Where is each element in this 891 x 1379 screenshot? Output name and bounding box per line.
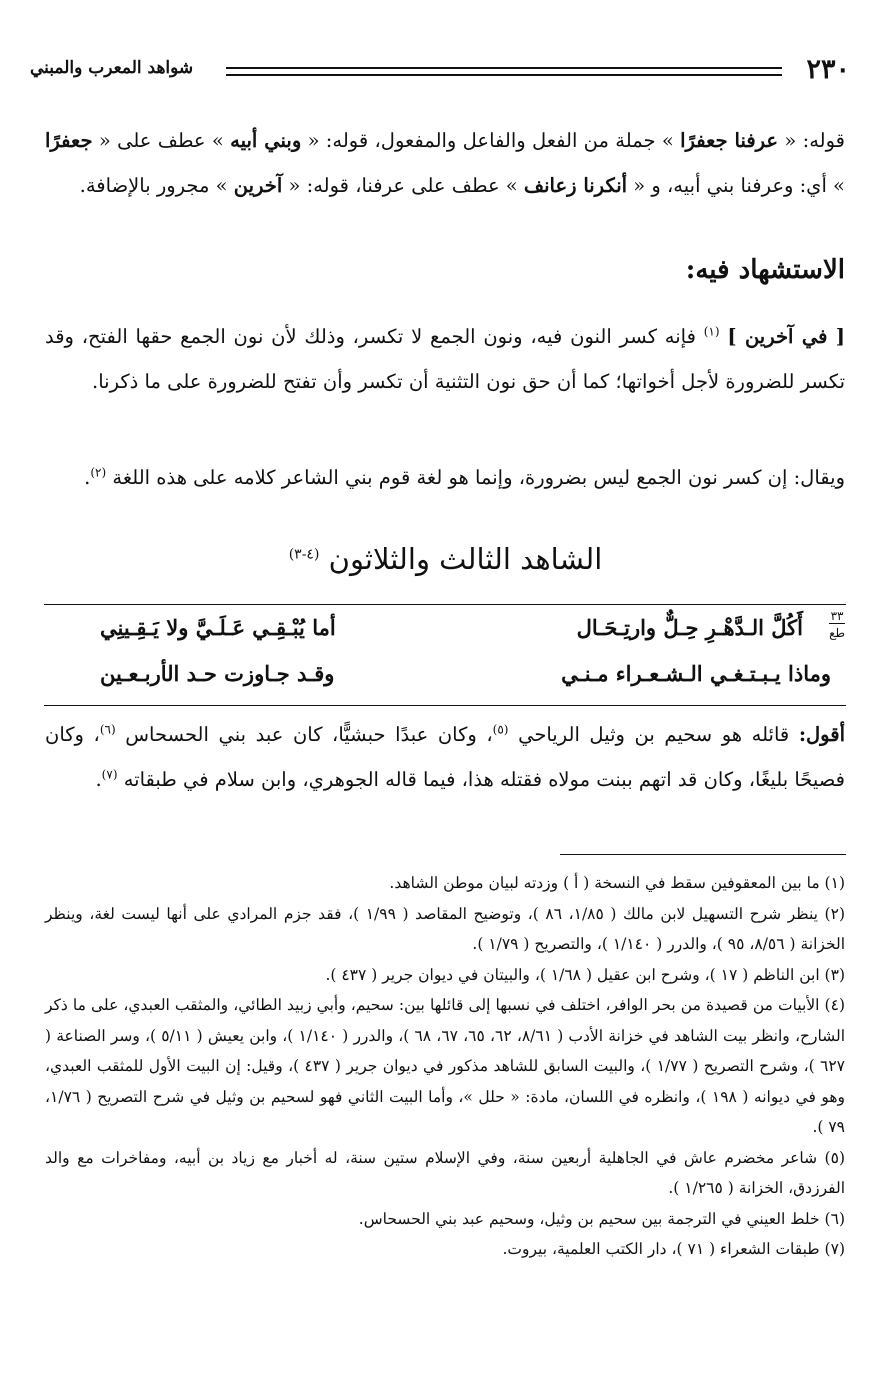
verse2-second-hemistich: وقـد جـاوزت حـد الأربـعـين: [100, 661, 335, 686]
footnote-2: (٢) ينظر شرح التسهيل لابن مالك ( ١/٨٥، ٨٦ )، وتوضيح المقاصد ( ١/٩٩ )، فقد جزم المرادي على أنها ليست لغة، وينظر الخزانة ( ٨/٥٦، ٩٥ )، والدرر ( ١/١٤٠ )، والتصريح ( ١/٧٩ ).: [45, 904, 845, 953]
paragraph-alternative-view: [45, 455, 845, 500]
para1-bold-5: آخرين: [233, 174, 283, 197]
para2-bold-lead: [ في آخرين ]: [727, 325, 845, 348]
paragraph-istishhad: [45, 314, 845, 404]
shahid-title-text: الشاهد الثالث والثلاثون: [328, 542, 603, 576]
para4-bold-lead: أقول:: [798, 723, 845, 746]
para3-text: ويقال: إن كسر نون الجمع ليس بضرورة، وإنما هو لغة قوم بني الشاعر كلامه على هذه اللغة: [112, 466, 845, 489]
footnote-ref-5: (٥): [492, 722, 509, 737]
para1-bold-3: جعفرًا: [45, 129, 93, 152]
footnote-5: (٥) شاعر مخضرم عاش في الجاهلية أربعين سنة، وفي الإسلام ستين سنة، له أخبار مع زياد بن أبيه، ومفاخرات مع والد الفرزدق، الخزانة ( ١/٢٦٥ ).: [45, 1148, 845, 1197]
footnote-ref-7: (٧): [101, 767, 118, 782]
footnote-1: (١) ما بين المعقوفين سقط في النسخة ( أ ) وزدته لبيان موطن الشاهد.: [389, 874, 845, 892]
para1-text-1: قوله: «: [784, 129, 845, 152]
footnote-separator: [560, 854, 846, 855]
poem-top-rule: [44, 604, 846, 605]
footnote-ref-1: (١): [703, 324, 720, 339]
footnotes: [45, 868, 845, 1265]
footnote-7: (٧) طبقات الشعراء ( ٧١ )، دار الكتب العلمية، بيروت.: [502, 1240, 845, 1258]
verse-number-value: ٣٣: [830, 609, 844, 623]
para1-bold-2: وبني أبيه: [230, 129, 302, 152]
para1-text-4: » أي: وعرفنا بني أبيه، و «: [633, 174, 845, 197]
verse1-second-hemistich: أما يُبْـقِـي عَـلَـيَّ ولا يَـقِـينِي: [100, 615, 336, 640]
paragraph-poet-bio: [45, 712, 845, 802]
footnote-3: (٣) ابن الناظم ( ١٧ )، وشرح ابن عقيل ( ١/٦٨ )، والبيتان في ديوان جرير ( ٤٣٧ ).: [325, 965, 845, 984]
para1-bold-1: عرفنا جعفرًا: [680, 129, 779, 152]
verse1-first-hemistich: أَكُلَّ الـدَّهْـرِ حِـلٌّ وارتِـحَـال: [576, 615, 803, 640]
page-number: ٢٣٠: [806, 54, 850, 85]
para1-text-6: » مجرور بالإضافة.: [79, 174, 228, 197]
para4-text-1: قائله هو سحيم بن وثيل الرياحي: [518, 723, 790, 746]
page-header: [30, 52, 850, 92]
footnote-4: (٤) الأبيات من قصيدة من بحر الوافر، اختلف في نسبها إلى قائلها بين: سحيم، وأبي زبيد الطائي، والمثقب العبدي، على ما ذكر الشارح، وانظر بيت الشاهد في خزانة الأدب ( ٨/٦١، ٦٢، ٦٥، ٦٧، ٦٨ )، والدرر ( ١/١٤٠ )، وابن يعيش ( ٥/١١ )، وسر الصناعة ( ٦٢٧ )، وشرح التصريح ( ١/٧٧ )، والبيت السابق للشاهد مذكور في ديوان جرير ( ٤٣٧ )، وقيل: إن البيت الأول للمثقب العبدي، وهو في ديوانه ( ١٩٨ )، وانظره في اللسان، مادة: « حلل »، وأما البيت الثاني فهو لسحيم بن وثيل في شرح التصريح ( ١/٧٦، ٧٩ ).: [45, 996, 846, 1136]
para4-end: .: [95, 768, 102, 791]
paragraph-grammar: [45, 118, 845, 208]
para2-text: فإنه كسر النون فيه، ونون الجمع لا تكسر، وذلك لأن نون الجمع حقها الفتح، وقد تكسر للضرورة لأجل أخواتها؛ كما أن حق نون التثنية أن تكسر وأن تفتح للضرورة على ما ذكرنا.: [45, 325, 845, 393]
shahid-footnote-ref: (٤-٣): [288, 546, 320, 563]
shahid-heading: [0, 542, 891, 576]
poem-bottom-rule: [44, 705, 846, 706]
running-title: شواهد المعرب والمبني: [30, 58, 194, 78]
para4-text-3: ، وكان فصيحًا بليغًا، وكان قد اتهم ببنت مولاه فقتله هذا، فيما قاله الجوهري، وابن سلام في طبقاته: [45, 723, 845, 791]
para1-text-2: » جملة من الفعل والفاعل والمفعول، قوله: «: [307, 129, 674, 152]
para4-text-2: ، وكان عبدًا حبشيًّا، كان عبد بني الحسحاس: [125, 723, 493, 746]
para3-end: .: [84, 466, 91, 489]
section-heading: الاستشهاد فيه:: [685, 255, 845, 285]
para1-text-3: » عطف على «: [98, 129, 224, 152]
header-double-rule: [226, 67, 782, 76]
para1-bold-4: أنكرنا زعانف: [523, 174, 628, 197]
para1-text-5: » عطف على عرفنا، قوله: «: [288, 174, 518, 197]
footnote-ref-2: (٢): [90, 465, 107, 480]
verse-number-note: طع: [829, 623, 845, 640]
footnote-ref-6: (٦): [99, 722, 116, 737]
verse-number: [829, 609, 845, 640]
footnote-6: (٦) خلط العيني في الترجمة بين سحيم بن وثيل، وسحيم عبد بني الحسحاس.: [358, 1209, 845, 1228]
verse2-first-hemistich: وماذا يـبـتـغـي الـشـعـراء مـنـي: [561, 661, 831, 686]
